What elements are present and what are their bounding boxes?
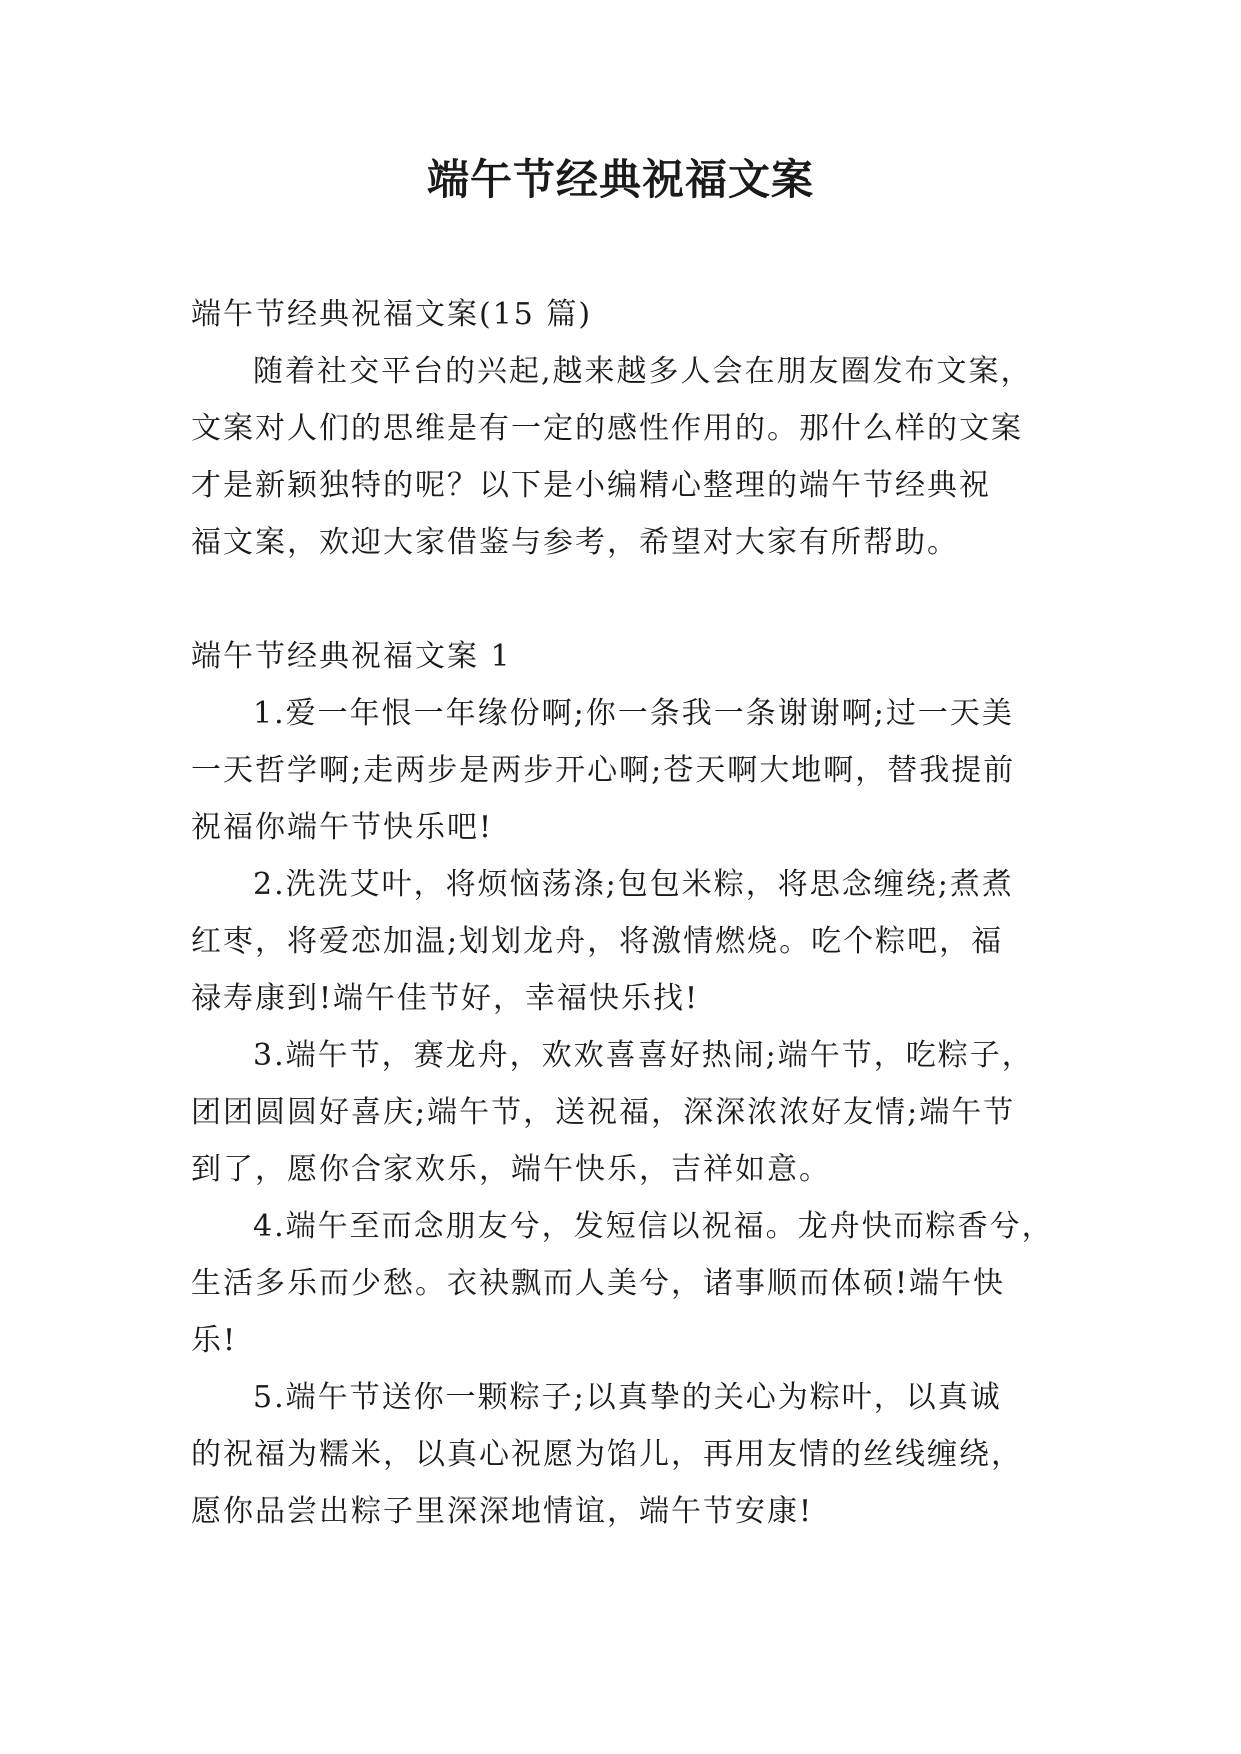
spacer	[191, 571, 1053, 628]
intro-line: 随着社交平台的兴起,越来越多人会在朋友圈发布文案，	[253, 354, 1033, 389]
document-subtitle: 端午节经典祝福文案(15 篇)	[191, 297, 593, 332]
intro-line: 才是新颖独特的呢？以下是小编精心整理的端午节经典祝	[191, 468, 991, 503]
item-line: 红枣，将爱恋加温;划划龙舟，将激情燃烧。吃个粽吧，福	[191, 924, 1004, 959]
section-heading: 端午节经典祝福文案 1	[191, 639, 512, 674]
item-line: 愿你品尝出粽子里深深地情谊，端午节安康!	[191, 1494, 814, 1529]
item-line: 5.端午节送你一颗粽子;以真挚的关心为粽叶，以真诚	[253, 1380, 1002, 1415]
document-title: 端午节经典祝福文案	[426, 155, 814, 204]
item-line: 祝福你端午节快乐吧!	[191, 810, 494, 845]
list-item	[191, 856, 1053, 1027]
item-line: 到了，愿你合家欢乐，端午快乐，吉祥如意。	[191, 1152, 831, 1187]
item-line: 禄寿康到!端午佳节好，幸福快乐找!	[191, 981, 700, 1016]
document-body	[191, 286, 1053, 1540]
intro-paragraph	[191, 343, 1053, 571]
intro-line: 福文案，欢迎大家借鉴与参考，希望对大家有所帮助。	[191, 525, 959, 560]
item-line: 团团圆圆好喜庆;端午节，送祝福，深深浓浓好友情;端午节	[191, 1095, 1016, 1130]
item-line: 1.爱一年恨一年缘份啊;你一条我一条谢谢啊;过一天美	[253, 696, 1014, 731]
list-item	[191, 1198, 1053, 1369]
item-line: 生活多乐而少愁。衣袂飘而人美兮，诸事顺而体硕!端午快	[191, 1266, 1006, 1301]
list-item	[191, 1369, 1053, 1540]
item-line: 一天哲学啊;走两步是两步开心啊;苍天啊大地啊，替我提前	[191, 753, 1016, 788]
list-item	[191, 1027, 1053, 1198]
list-item	[191, 685, 1053, 856]
item-line: 的祝福为糯米，以真心祝愿为馅儿，再用友情的丝线缠绕，	[191, 1437, 1023, 1472]
item-line: 4.端午至而念朋友兮，发短信以祝福。龙舟快而粽香兮，	[253, 1209, 1054, 1244]
item-line: 2.洗洗艾叶，将烦恼荡涤;包包米粽，将思念缠绕;煮煮	[253, 867, 1014, 902]
item-line: 3.端午节，赛龙舟，欢欢喜喜好热闹;端午节，吃粽子，	[253, 1038, 1034, 1073]
item-line: 乐!	[191, 1323, 238, 1358]
intro-line: 文案对人们的思维是有一定的感性作用的。那什么样的文案	[191, 411, 1023, 446]
